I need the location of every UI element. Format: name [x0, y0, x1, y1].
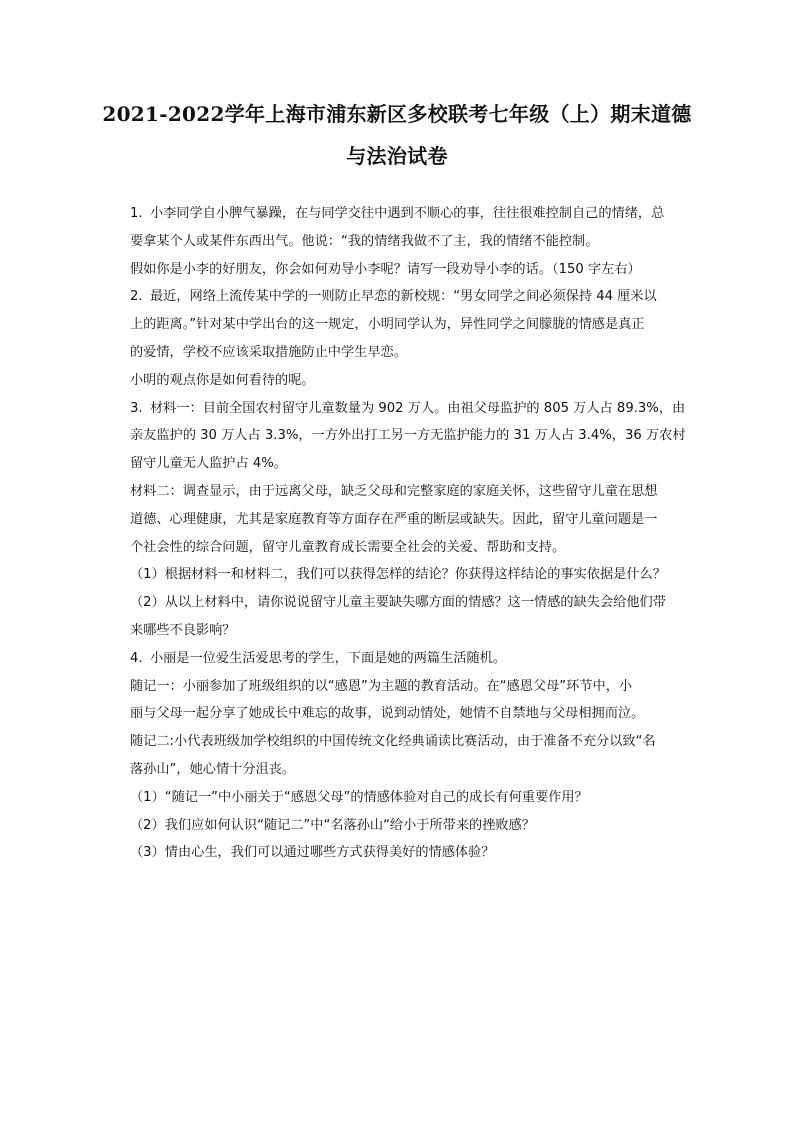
question-4-number: 4.: [130, 650, 143, 666]
question-3-line-2: 亲友监护的 30 万人占 3.3%，一方外出打工另一方无监护能力的 31 万人占 3.4%，36 万农村: [130, 428, 686, 444]
question-3-text: 材料一：目前全国农村留守儿童数量为 902 万人。由祖父母监护的 805 万人占 89.3%，由: [150, 400, 686, 416]
question-2-number: 2.: [130, 289, 143, 305]
question-4-subquestion-1: （1）“随记一”中小丽关于“感恩父母”的情感体验对自己的成长有何重要作用？: [130, 789, 588, 805]
question-3-line-4: 材料二：调查显示，由于远离父母，缺乏父母和完整家庭的家庭关怀，这些留守儿童在思想: [130, 483, 658, 499]
question-4-text: 小丽是一位爱生活爱思考的学生，下面是她的两篇生活随机。: [150, 650, 507, 666]
question-1-number: 1.: [130, 206, 143, 221]
question-3-subquestion-2: （2）从以上材料中，请你说说留守儿童主要缺失哪方面的情感？这一情感的缺失会给他们带: [130, 595, 666, 611]
question-4-line-5: 落孙山”，她心情十分沮丧。: [130, 761, 296, 777]
question-1-text: 小李同学自小脾气暴躁，在与同学交往中遇到不顺心的事，往往很难控制自己的情绪，总: [150, 206, 665, 221]
question-3-line-3: 留守儿童无人监护占 4%。: [130, 456, 287, 472]
question-4-line-1: [130, 645, 690, 673]
question-3-line-1: [130, 395, 690, 423]
question-2-line-3: 的爱情，学校不应该采取措施防止中学生早恋。: [130, 344, 407, 360]
document-title-line1: 2021-2022学年上海市浦东新区多校联考七年级（上）期末道德: [102, 102, 692, 126]
question-4-subquestion-3: （3）情由心生，我们可以通过哪些方式获得美好的情感体验？: [130, 845, 495, 861]
question-3-line-6: 个社会性的综合问题，留守儿童教育成长需要全社会的关爱、帮助和支持。: [130, 539, 566, 555]
question-4-line-3: 丽与父母一起分享了她成长中难忘的故事，说到动情处，她情不自禁地与父母相拥而泣。: [130, 706, 645, 722]
question-2-line-2: 上的距离。”针对某中学出台的这一规定，小明同学认为，异性同学之间朦胧的情感是真正: [130, 317, 645, 333]
question-2-line-1: [130, 283, 690, 311]
question-3-number: 3.: [130, 400, 143, 416]
question-3-line-9: 来哪些不良影响？: [130, 622, 236, 638]
question-3-subquestion-1: （1）根据材料一和材料二，我们可以获得怎样的结论？你获得这样结论的事实依据是什么？: [130, 567, 666, 583]
question-4-subquestion-2: （2）我们应如何认识“随记二”中“名落孙山“给小于所带来的挫败感？: [130, 817, 535, 833]
question-2-line-4: 小明的观点你是如何看待的呢。: [130, 372, 315, 388]
question-1-line-3: 假如你是小李的好朋友，你会如何劝导小李呢？请写一段劝导小李的话。（150 字左右）: [130, 261, 641, 277]
question-2-text: 最近，网络上流传某中学的一则防止早恋的新校规：“男女同学之间必须保持 44 厘米以: [150, 289, 657, 305]
document-title-line2: 与法治试卷: [346, 144, 448, 168]
question-1-line-1: [130, 200, 690, 228]
question-list: [130, 200, 690, 867]
question-1-line-2: 要拿某个人或某件东西出气。他说：“我的情绪我做不了主，我的情绪不能控制。: [130, 233, 599, 249]
question-3-line-5: 道德、心理健康，尤其是家庭教育等方面存在严重的断层或缺失。因此，留守儿童问题是一: [130, 511, 658, 527]
question-4-line-4: 随记二:小代表班级加学校组织的中国传统文化经典诵读比赛活动，由于准备不充分以致“名: [130, 734, 656, 750]
question-4-line-2: 随记一：小丽参加了班级组织的以“感恩”为主题的教育活动。在“感恩父母”环节中，小: [130, 678, 633, 694]
